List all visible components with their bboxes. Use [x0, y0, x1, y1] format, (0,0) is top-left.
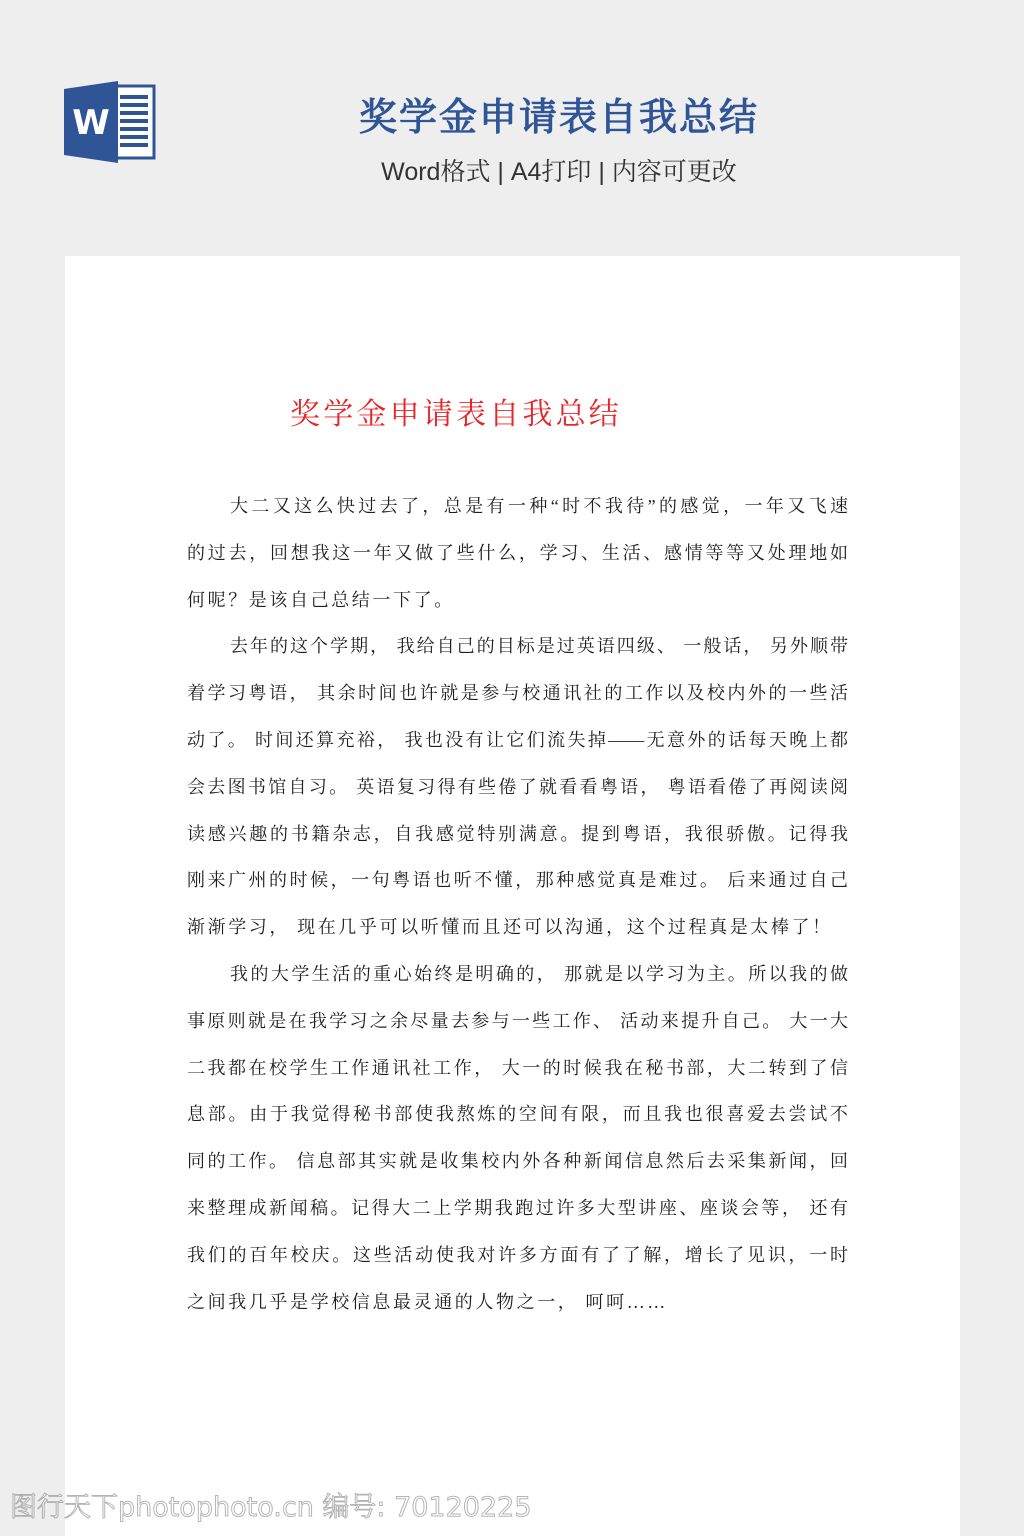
paragraph-line: 同的工作。 信息部其实就是收集校内外各种新闻信息然后去采集新闻，回 [187, 1151, 848, 1172]
paragraph-line: 之间我几乎是学校信息最灵通的人物之一， 呵呵…… [187, 1291, 668, 1312]
paragraph-line: 去年的这个学期， 我给自己的目标是过英语四级、 一般话， 另外顺带 [230, 636, 848, 657]
paragraph-line: 刚来广州的时候，一句粤语也听不懂，那种感觉真是难过。 后来通过自己 [187, 870, 848, 891]
paragraph-line: 息部。由于我觉得秘书部使我熬炼的空间有限，而且我也很喜爱去尝试不 [187, 1104, 848, 1125]
paragraph-line: 二我都在校学生工作通讯社工作， 大一的时候我在秘书部，大二转到了信 [187, 1057, 848, 1078]
paragraph-line: 大二又这么快过去了，总是有一种“时不我待”的感觉，一年又飞速 [230, 496, 848, 516]
paragraph-line: 我们的百年校庆。这些活动使我对许多方面有了了解，增长了见识，一时 [187, 1244, 848, 1265]
header-subtitle: Word格式 | A4打印 | 内容可更改 [381, 158, 737, 186]
paragraph-line: 动了。 时间还算充裕， 我也没有让它们流失掉——无意外的话每天晚上都 [187, 729, 848, 750]
header-text [300, 0, 818, 200]
paragraph-line: 事原则就是在我学习之余尽量去参与一些工作、 活动来提升自己。 大一大 [187, 1010, 848, 1031]
header-title: 奖学金申请表自我总结 [358, 97, 759, 139]
paragraph [187, 623, 848, 951]
paragraph [187, 951, 848, 1325]
document-title: 奖学金申请表自我总结 [290, 398, 622, 431]
document-body [187, 483, 848, 1325]
paragraph-line: 着学习粤语， 其余时间也许就是参与校通讯社的工作以及校内外的一些活 [187, 683, 848, 704]
paragraph-line: 会去图书馆自习。 英语复习得有些倦了就看看粤语， 粤语看倦了再阅读阅 [187, 776, 848, 797]
word-icon-letter: W [72, 103, 110, 143]
preview-header [0, 0, 1024, 256]
word-icon [64, 81, 156, 163]
paragraph-line: 渐渐学习， 现在几乎可以听懂而且还可以沟通，这个过程真是太棒了！ [187, 917, 833, 938]
watermark: 图行天下photophoto.cn 编号: 70120225 [10, 1492, 532, 1523]
paragraph-line: 来整理成新闻稿。记得大二上学期我跑过许多大型讲座、座谈会等， 还有 [187, 1197, 848, 1218]
document-page [65, 256, 960, 1536]
paragraph-line: 的过去，回想我这一年又做了些什么，学习、生活、感情等等又处理地如 [187, 542, 848, 563]
paragraph-line: 读感兴趣的书籍杂志，自我感觉特别满意。提到粤语，我很骄傲。记得我 [187, 823, 848, 844]
paragraph-line: 我的大学生活的重心始终是明确的， 那就是以学习为主。所以我的做 [230, 963, 848, 984]
paragraph [187, 483, 848, 623]
paragraph-line: 何呢？是该自己总结一下了。 [187, 589, 455, 610]
